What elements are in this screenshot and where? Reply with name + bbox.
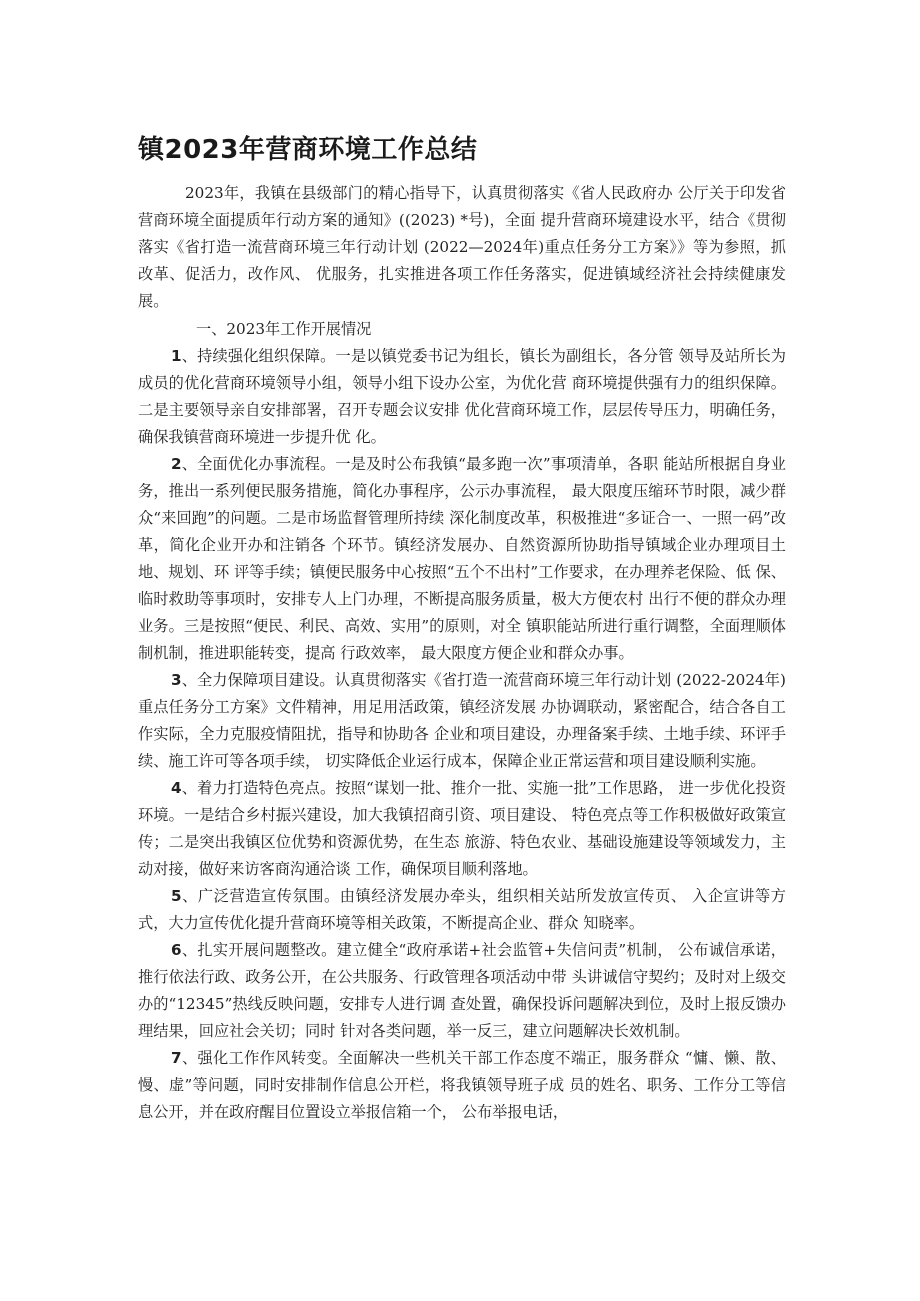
item-text: 、强化工作作风转变。全面解决一些机关干部工作态度不端正，服务群众 “慵、懒、散、慢、虚”等问题，同时安排制作信息公开栏，将我镇领导班子成 员的姓名、职务、工作分工等信息公开，并在政府醒目位置设立举报信箱一个， 公布举报电话， (138, 1049, 786, 1121)
list-item (138, 451, 786, 667)
item-number: 6 (171, 941, 182, 959)
item-text: 、全面优化办事流程。一是及时公布我镇“最多跑一次”事项清单，各职 能站所根据自身业务，推出一系列便民服务措施，简化办事程序，公示办事流程， 最大限度压缩环节时限，减少群众“来回跑”的问题。二是市场监督管理所持续 深化制度改革，积极推进“多证合一、一照一码”改革，简化企业开办和注销各 个环节。镇经济发展办、自然资源所协助指导镇域企业办理项目土地、规划、环 评等手续；镇便民服务中心按照“五个不出村”工作要求，在办理养老保险、低 保、临时救助等事项时，安排专人上门办理，不断提高服务质量，极大方便农村 出行不便的群众办理业务。三是按照“便民、利民、高效、实用”的原则，对全 镇职能站所进行重行调整，全面理顺体制机制，推进职能转变，提高 行政效率， 最大限度方便企业和群众办事。 (138, 455, 786, 662)
item-text: 、全力保障项目建设。认真贯彻落实《省打造一流营商环境三年行动计划 (2022-2024年)重点任务分工方案》文件精神，用足用活政策，镇经济发展 办协调联动，紧密配合，结合各自工作实际，全力克服疫情阻扰，指导和协助各 企业和项目建设，办理备案手续、土地手续、环评手续、施工许可等各项手续， 切实降低企业运行成本，保障企业正常运营和项目建设顺利实施。 (138, 671, 786, 770)
list-item (138, 1045, 786, 1126)
item-text: 、广泛营造宣传氛围。由镇经济发展办牵头，组织相关站所发放宣传页、 入企宣讲等方式，大力宣传优化提升营商环境等相关政策，不断提高企业、群众 知晓率。 (138, 887, 786, 932)
list-item (138, 775, 786, 883)
item-number: 4 (171, 779, 182, 797)
item-number: 3 (171, 671, 182, 689)
item-text: 、扎实开展问题整改。建立健全“政府承诺+社会监管+失信问责”机制， 公布诚信承诺，推行依法行政、政务公开，在公共服务、行政管理各项活动中带 头讲诚信守契约；及时对上级交办的“12345”热线反映问题，安排专人进行调 查处置，确保投诉问题解决到位，及时上报反馈办理结果，回应社会关切；同时 针对各类问题，举一反三，建立问题解决长效机制。 (138, 941, 786, 1040)
item-number: 7 (171, 1049, 182, 1067)
list-item (138, 937, 786, 1045)
item-text: 、着力打造特色亮点。按照“谋划一批、推介一批、实施一批”工作思路， 进一步优化投资环境。一是结合乡村振兴建设，加大我镇招商引资、项目建设、 特色亮点等工作积极做好政策宣传；二是突出我镇区位优势和资源优势，在生态 旅游、特色农业、基础设施建设等领域发力，主动对接，做好来访客商沟通洽谈 工作，确保项目顺利落地。 (138, 779, 786, 878)
section-heading: 一、2023年工作开展情况 (196, 320, 372, 338)
intro-paragraph: 2023年，我镇在县级部门的精心指导下，认真贯彻落实《省人民政府办 公厅关于印发省营商环境全面提质年行动方案的通知》((2023) *号)，全面 提升营商环境建设水平，结合《贯彻落实《省打造一流营商环境三年行动计划 (2022—2024年)重点任务分工方案》》等为参照，抓改革、促活力，改作风、 优服务，扎实推进各项工作任务落实，促进镇域经济社会持续健康发展。 (138, 184, 786, 310)
item-number: 1 (171, 347, 182, 365)
document-title: 镇2023年营商环境工作总结 (138, 135, 478, 165)
list-item (138, 883, 786, 937)
item-number: 2 (171, 455, 182, 473)
document-body (138, 180, 786, 1126)
list-item (138, 343, 786, 451)
item-text: 、持续强化组织保障。一是以镇党委书记为组长，镇长为副组长，各分管 领导及站所长为成员的优化营商环境领导小组，领导小组下设办公室，为优化营 商环境提供强有力的组织保障。二是主要领导亲自安排部署，召开专题会议安排 优化营商环境工作，层层传导压力，明确任务，确保我镇营商环境进一步提升优 化。 (138, 347, 786, 446)
item-number: 5 (171, 887, 182, 905)
list-item (138, 667, 786, 775)
